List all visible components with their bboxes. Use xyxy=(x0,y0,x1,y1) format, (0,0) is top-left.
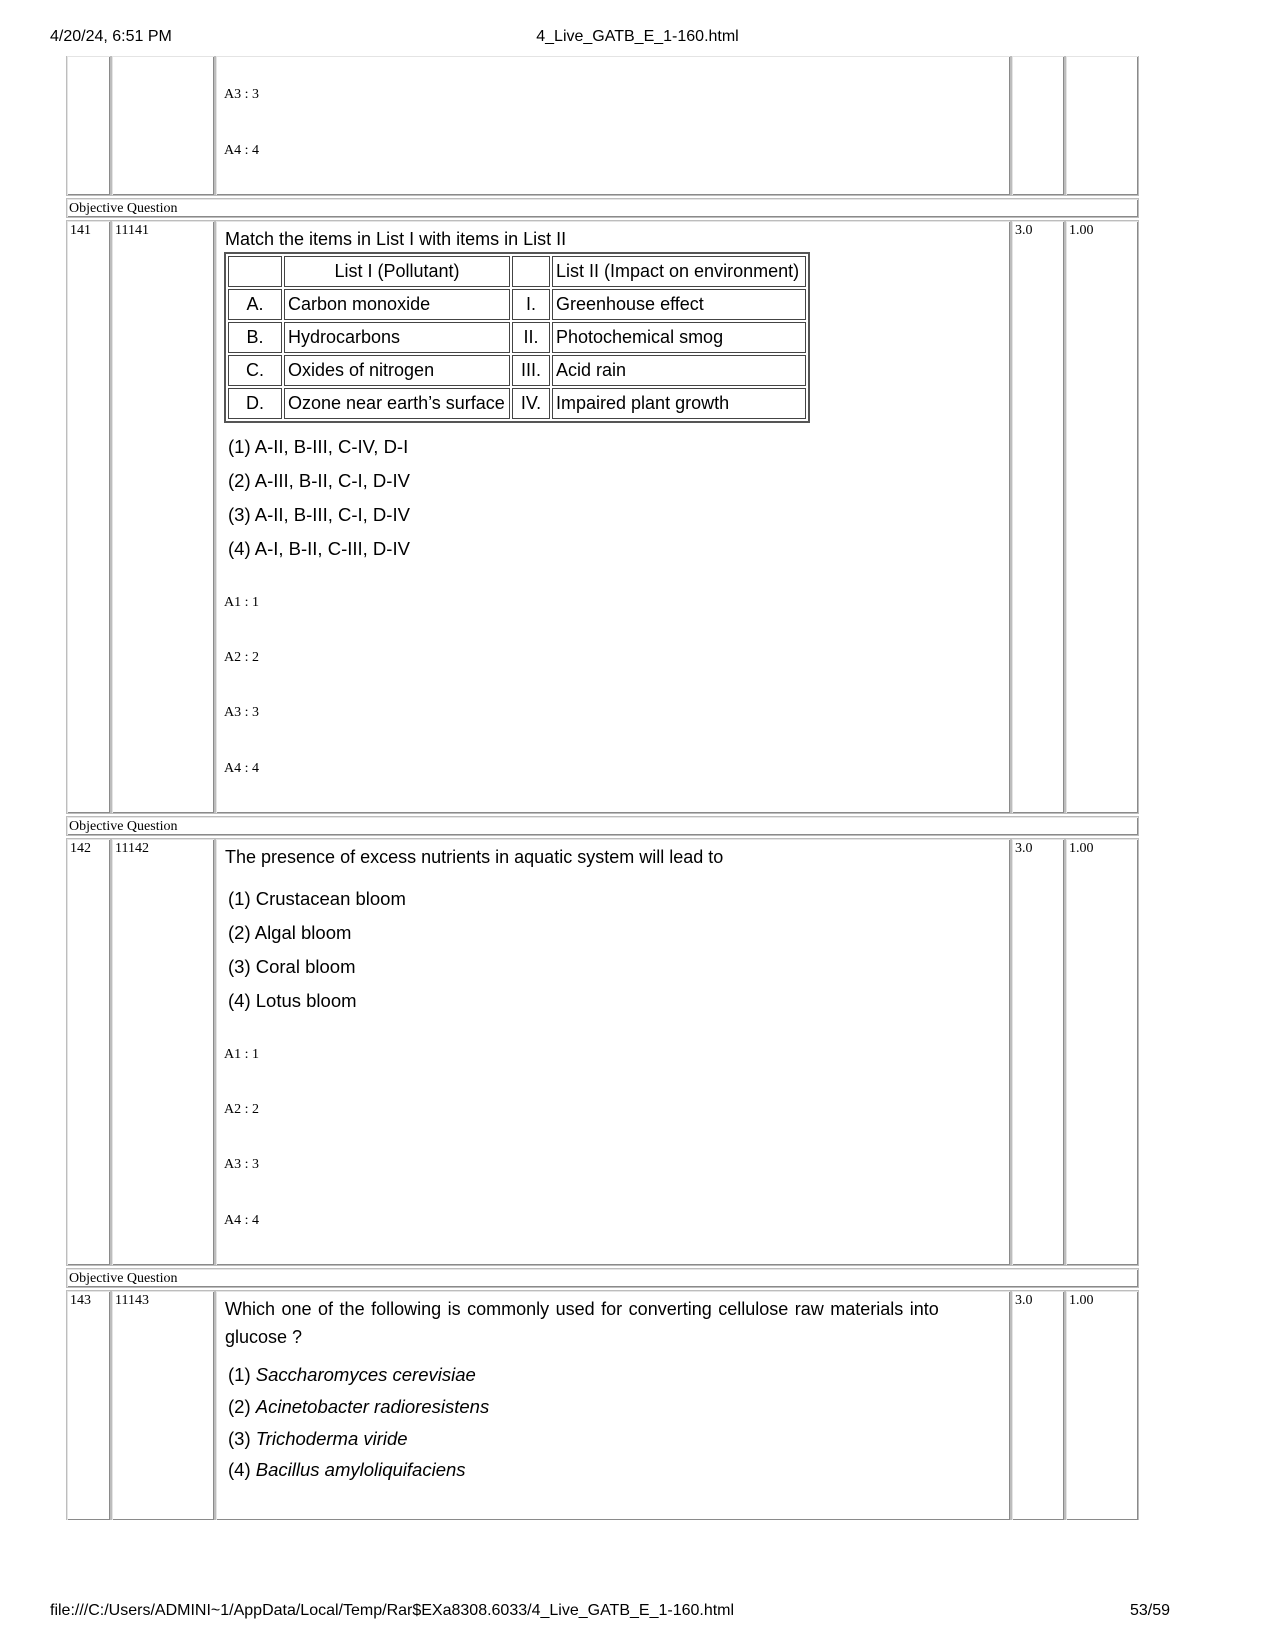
mt-r3c2: IV. xyxy=(512,388,550,419)
q143-sno: 143 xyxy=(66,1290,111,1520)
q141-option-3: (3) A-II, B-III, C-I, D-IV xyxy=(228,504,410,525)
q143-option-1 xyxy=(228,1364,476,1386)
q142-answer-1: A1 : 1 xyxy=(224,1047,259,1062)
q141-marks: 3.0 xyxy=(1011,220,1065,814)
mt-r0c1: Carbon monoxide xyxy=(284,289,510,320)
q141-answer-2: A2 : 2 xyxy=(224,650,259,665)
q142-marks: 3.0 xyxy=(1011,838,1065,1266)
q143-option-2-name: Acinetobacter radioresistens xyxy=(255,1396,490,1417)
q141-qid: 11141 xyxy=(111,220,215,814)
table-row xyxy=(228,289,806,320)
q143-option-3-num: (3) xyxy=(228,1428,251,1449)
q142-answer-3: A3 : 3 xyxy=(224,1157,259,1172)
prev-sno-cell xyxy=(66,56,111,196)
q142-answer-2: A2 : 2 xyxy=(224,1102,259,1117)
print-page-number: 53/59 xyxy=(1129,1602,1170,1619)
prev-marks-cell xyxy=(1011,56,1065,196)
q142-option-3: (3) Coral bloom xyxy=(228,956,356,977)
table-row xyxy=(228,355,806,386)
q142-option-2: (2) Algal bloom xyxy=(228,922,352,943)
mt-h0 xyxy=(228,256,282,287)
q141-neg-marks: 1.00 xyxy=(1065,220,1139,814)
q141-answer-4: A4 : 4 xyxy=(224,761,259,776)
q141-option-4: (4) A-I, B-II, C-III, D-IV xyxy=(228,538,410,559)
table-row xyxy=(228,388,806,419)
q141-option-2: (2) A-III, B-II, C-I, D-IV xyxy=(228,470,410,491)
prev-question-cell xyxy=(215,56,1011,196)
q143-qid: 11143 xyxy=(111,1290,215,1520)
q143-option-4-name: Bacillus amyloliquifaciens xyxy=(255,1459,466,1480)
mt-r3c1: Ozone near earth’s surface xyxy=(284,388,510,419)
mt-r2c2: III. xyxy=(512,355,550,386)
q141-match-table xyxy=(224,252,810,423)
q143-option-4-num: (4) xyxy=(228,1459,251,1480)
q142-option-4: (4) Lotus bloom xyxy=(228,990,357,1011)
print-file-path: file:///C:/Users/ADMINI~1/AppData/Local/Temp/Rar$EXa8308.6033/4_Live_GATB_E_1-160.html xyxy=(50,1602,735,1619)
q141-sno: 141 xyxy=(66,220,111,814)
prev-qid-cell xyxy=(111,56,215,196)
mt-h3: List II (Impact on environment) xyxy=(552,256,806,287)
q141-text: Match the items in List I with items in List II xyxy=(225,229,567,249)
q141-option-1: (1) A-II, B-III, C-IV, D-I xyxy=(228,436,409,457)
q143-text-line2: glucose ? xyxy=(225,1327,303,1347)
mt-r0c0: A. xyxy=(228,289,282,320)
q142-sno: 142 xyxy=(66,838,111,1266)
mt-r0c2: I. xyxy=(512,289,550,320)
q143-text-line1: Which one of the following is commonly used for converting cellulose raw materials into xyxy=(225,1299,939,1319)
prev-answer-4: A4 : 4 xyxy=(224,143,259,158)
q141-answer-1: A1 : 1 xyxy=(224,595,259,610)
table-row xyxy=(228,322,806,353)
print-datetime: 4/20/24, 6:51 PM xyxy=(50,28,172,45)
mt-r1c3: Photochemical smog xyxy=(552,322,806,353)
q143-option-4 xyxy=(228,1459,466,1481)
mt-h1: List I (Pollutant) xyxy=(284,256,510,287)
mt-r0c3: Greenhouse effect xyxy=(552,289,806,320)
mt-r2c1: Oxides of nitrogen xyxy=(284,355,510,386)
mt-r1c1: Hydrocarbons xyxy=(284,322,510,353)
q142-qid: 11142 xyxy=(111,838,215,1266)
q141-answer-3: A3 : 3 xyxy=(224,705,259,720)
prev-answer-3: A3 : 3 xyxy=(224,87,259,102)
section-label-141: Objective Question xyxy=(66,198,1139,218)
mt-r2c3: Acid rain xyxy=(552,355,806,386)
mt-h2 xyxy=(512,256,550,287)
print-footer xyxy=(0,1602,1275,1632)
q143-option-3-name: Trichoderma viride xyxy=(255,1428,408,1449)
prev-neg-cell xyxy=(1065,56,1139,196)
section-label-143: Objective Question xyxy=(66,1268,1139,1288)
mt-r1c0: B. xyxy=(228,322,282,353)
q143-option-1-name: Saccharomyces cerevisiae xyxy=(255,1364,476,1385)
q143-neg-marks: 1.00 xyxy=(1065,1290,1139,1520)
match-table-header xyxy=(228,256,806,287)
section-label-142: Objective Question xyxy=(66,816,1139,836)
mt-r3c3: Impaired plant growth xyxy=(552,388,806,419)
mt-r2c0: C. xyxy=(228,355,282,386)
q143-option-1-num: (1) xyxy=(228,1364,251,1385)
q142-option-1: (1) Crustacean bloom xyxy=(228,888,406,909)
q142-neg-marks: 1.00 xyxy=(1065,838,1139,1266)
q143-option-3 xyxy=(228,1428,408,1450)
q142-text: The presence of excess nutrients in aquatic system will lead to xyxy=(225,847,724,867)
print-header xyxy=(0,28,1275,58)
q142-answer-4: A4 : 4 xyxy=(224,1213,259,1228)
q143-option-2-num: (2) xyxy=(228,1396,251,1417)
mt-r1c2: II. xyxy=(512,322,550,353)
mt-r3c0: D. xyxy=(228,388,282,419)
q143-option-2 xyxy=(228,1396,489,1418)
q143-marks: 3.0 xyxy=(1011,1290,1065,1520)
print-doc-title: 4_Live_GATB_E_1-160.html xyxy=(536,28,739,45)
